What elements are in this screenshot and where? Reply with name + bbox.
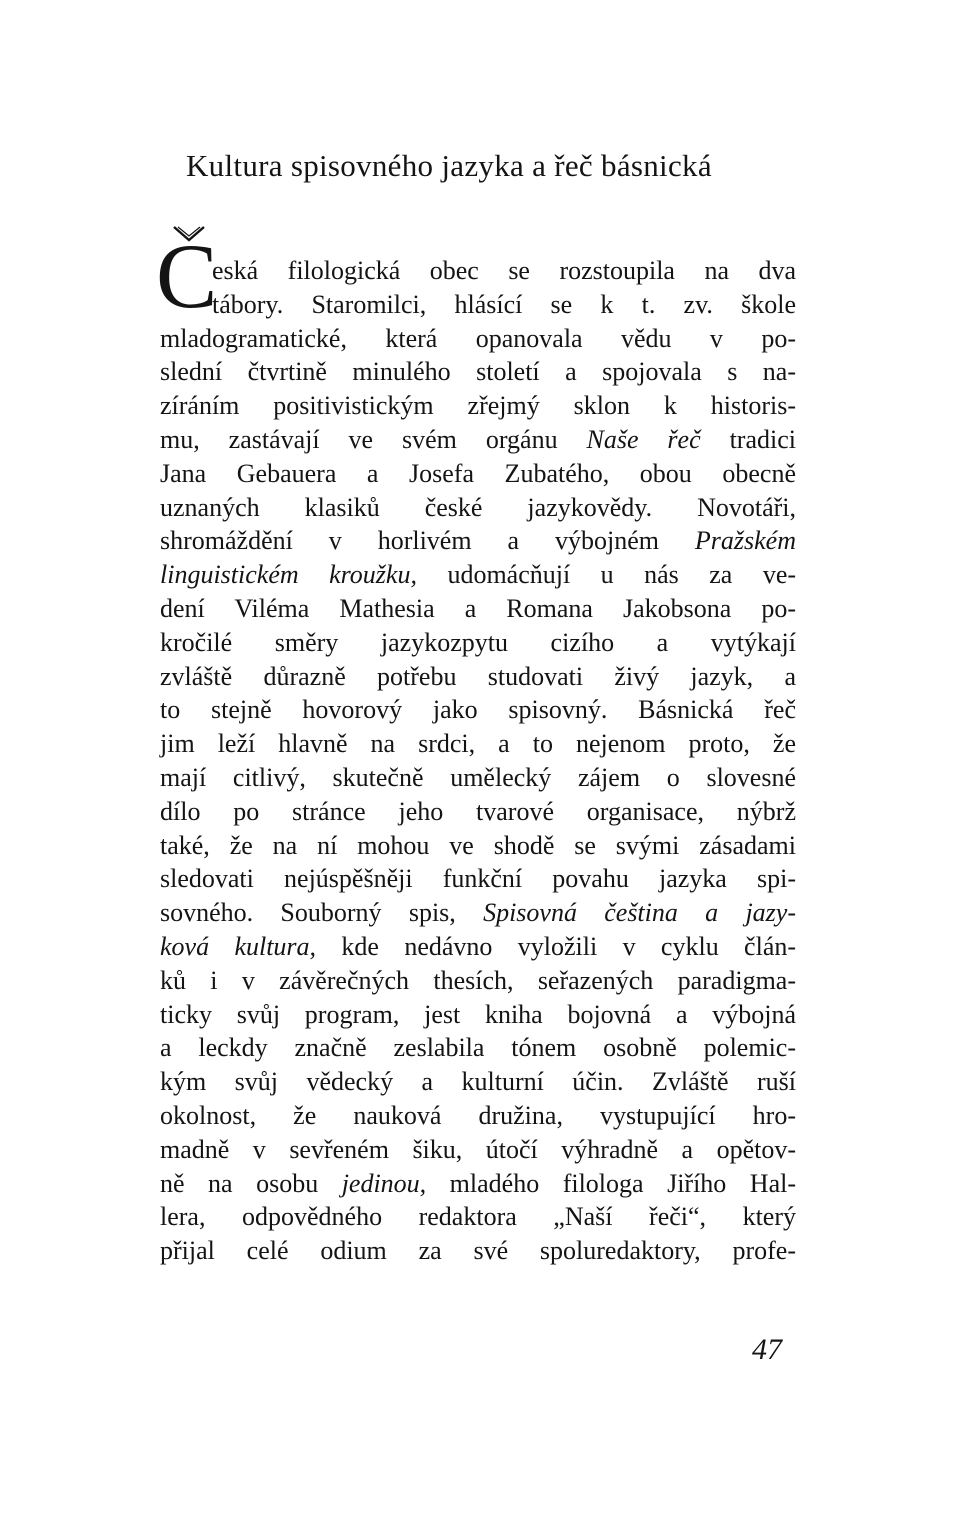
text-run: tradici [700, 424, 796, 454]
text-line [160, 1099, 796, 1133]
text-run: sledovati nejúspěšněji funkční povahu jazyka spi- [160, 864, 796, 894]
text-run: jim leží hlavně na srdci, a to nejenom proto, že [160, 729, 796, 759]
italic-title-text: Naše řeč [586, 424, 701, 454]
text-run: ticky svůj program, jest kniha bojovná a výbojná [160, 999, 796, 1029]
text-run: uznaných klasiků české jazykovědy. Novotáři, [160, 492, 796, 522]
text-run: mají citlivý, skutečně umělecký zájem o slovesné [160, 762, 796, 792]
text-line [160, 727, 796, 761]
text-line [160, 1234, 796, 1268]
text-line [160, 862, 796, 896]
text-run: zvláště důrazně potřebu studovati živý jazyk, a [160, 661, 796, 691]
text-line [160, 1065, 796, 1099]
text-run: sovného. Souborný spis, [160, 898, 484, 928]
text-run: také, že na ní mohou ve shodě se svými zásadami [160, 830, 796, 860]
italic-title-text: ková kultura, [160, 931, 317, 961]
text-run: kým svůj vědecký a kulturní účin. Zvláště ruší [160, 1067, 796, 1097]
text-run: kročilé směry jazykozpytu cizího a vytýkají [160, 627, 796, 657]
text-run: shromáždění v horlivém a výbojném [160, 526, 695, 556]
text-line [160, 693, 796, 727]
text-run: ně na osobu [160, 1168, 342, 1198]
text-line [160, 389, 796, 423]
text-line [160, 998, 796, 1032]
body-text [160, 254, 796, 1268]
text-run: mladogramatické, která opanovala vědu v po- [160, 323, 796, 353]
text-line [160, 795, 796, 829]
text-run: zíráním positivistickým zřejmý sklon k historis- [160, 391, 796, 421]
text-line [160, 829, 796, 863]
text-line [160, 761, 796, 795]
text-line [160, 660, 796, 694]
text-line [160, 457, 796, 491]
text-line [160, 491, 796, 525]
text-run: udomácňují u nás za ve- [416, 560, 797, 590]
text-line [160, 626, 796, 660]
page-number: 47 [752, 1333, 782, 1366]
text-line [160, 288, 796, 322]
text-line [160, 592, 796, 626]
text-line [160, 322, 796, 356]
drop-cap-letter: C [156, 225, 218, 327]
text-line [160, 1167, 796, 1201]
text-line [160, 964, 796, 998]
text-line [160, 1031, 796, 1065]
text-line [160, 423, 796, 457]
italic-title-text: Spisovná čeština a jazy- [483, 898, 796, 928]
text-run: to stejně hovorový jako spisovný. Básnická řeč [160, 695, 796, 725]
italic-title-text: jedinou, [341, 1168, 427, 1198]
italic-title-text: linguistickém kroužku, [160, 560, 417, 590]
text-line [160, 524, 796, 558]
text-line [160, 896, 796, 930]
text-run: dílo po stránce jeho tvarové organisace, nýbrž [160, 796, 796, 826]
text-run: kde nedávno vyložili v cyklu člán- [316, 931, 797, 961]
chapter-title: Kultura spisovného jazyka a řeč básnická [186, 148, 712, 183]
text-run: přijal celé odium za své spoluredaktory, profe- [160, 1236, 796, 1266]
text-line [160, 254, 796, 288]
text-run: mladého filologa Jiřího Hal- [426, 1168, 796, 1198]
text-line [160, 355, 796, 389]
text-run: eská filologická obec se rozstoupila na dva [212, 256, 796, 285]
text-run: madně v sevřeném šiku, útočí výhradně a opětov- [160, 1134, 796, 1164]
text-line [160, 930, 796, 964]
text-run: lera, odpovědného redaktora „Naší řeči“, který [160, 1202, 796, 1232]
text-line [160, 558, 796, 592]
text-run: dení Viléma Mathesia a Romana Jakobsona po- [160, 593, 796, 623]
text-run: okolnost, že nauková družina, vystupující hro- [160, 1100, 796, 1130]
text-line [160, 1200, 796, 1234]
italic-title-text: Pražském [694, 526, 796, 556]
text-run: a leckdy značně zeslabila tónem osobně polemic- [160, 1033, 796, 1063]
text-run: mu, zastávají ve svém orgánu [160, 424, 587, 454]
text-run: ků i v závěrečných thesích, seřazených paradigma- [160, 965, 796, 995]
text-run: tábory. Staromilci, hlásící se k t. zv. škole [212, 289, 796, 319]
text-line [160, 1133, 796, 1167]
text-run: slední čtvrtině minulého století a spojovala s na- [160, 357, 796, 387]
text-run: Jana Gebauera a Josefa Zubatého, obou obecně [160, 458, 796, 488]
